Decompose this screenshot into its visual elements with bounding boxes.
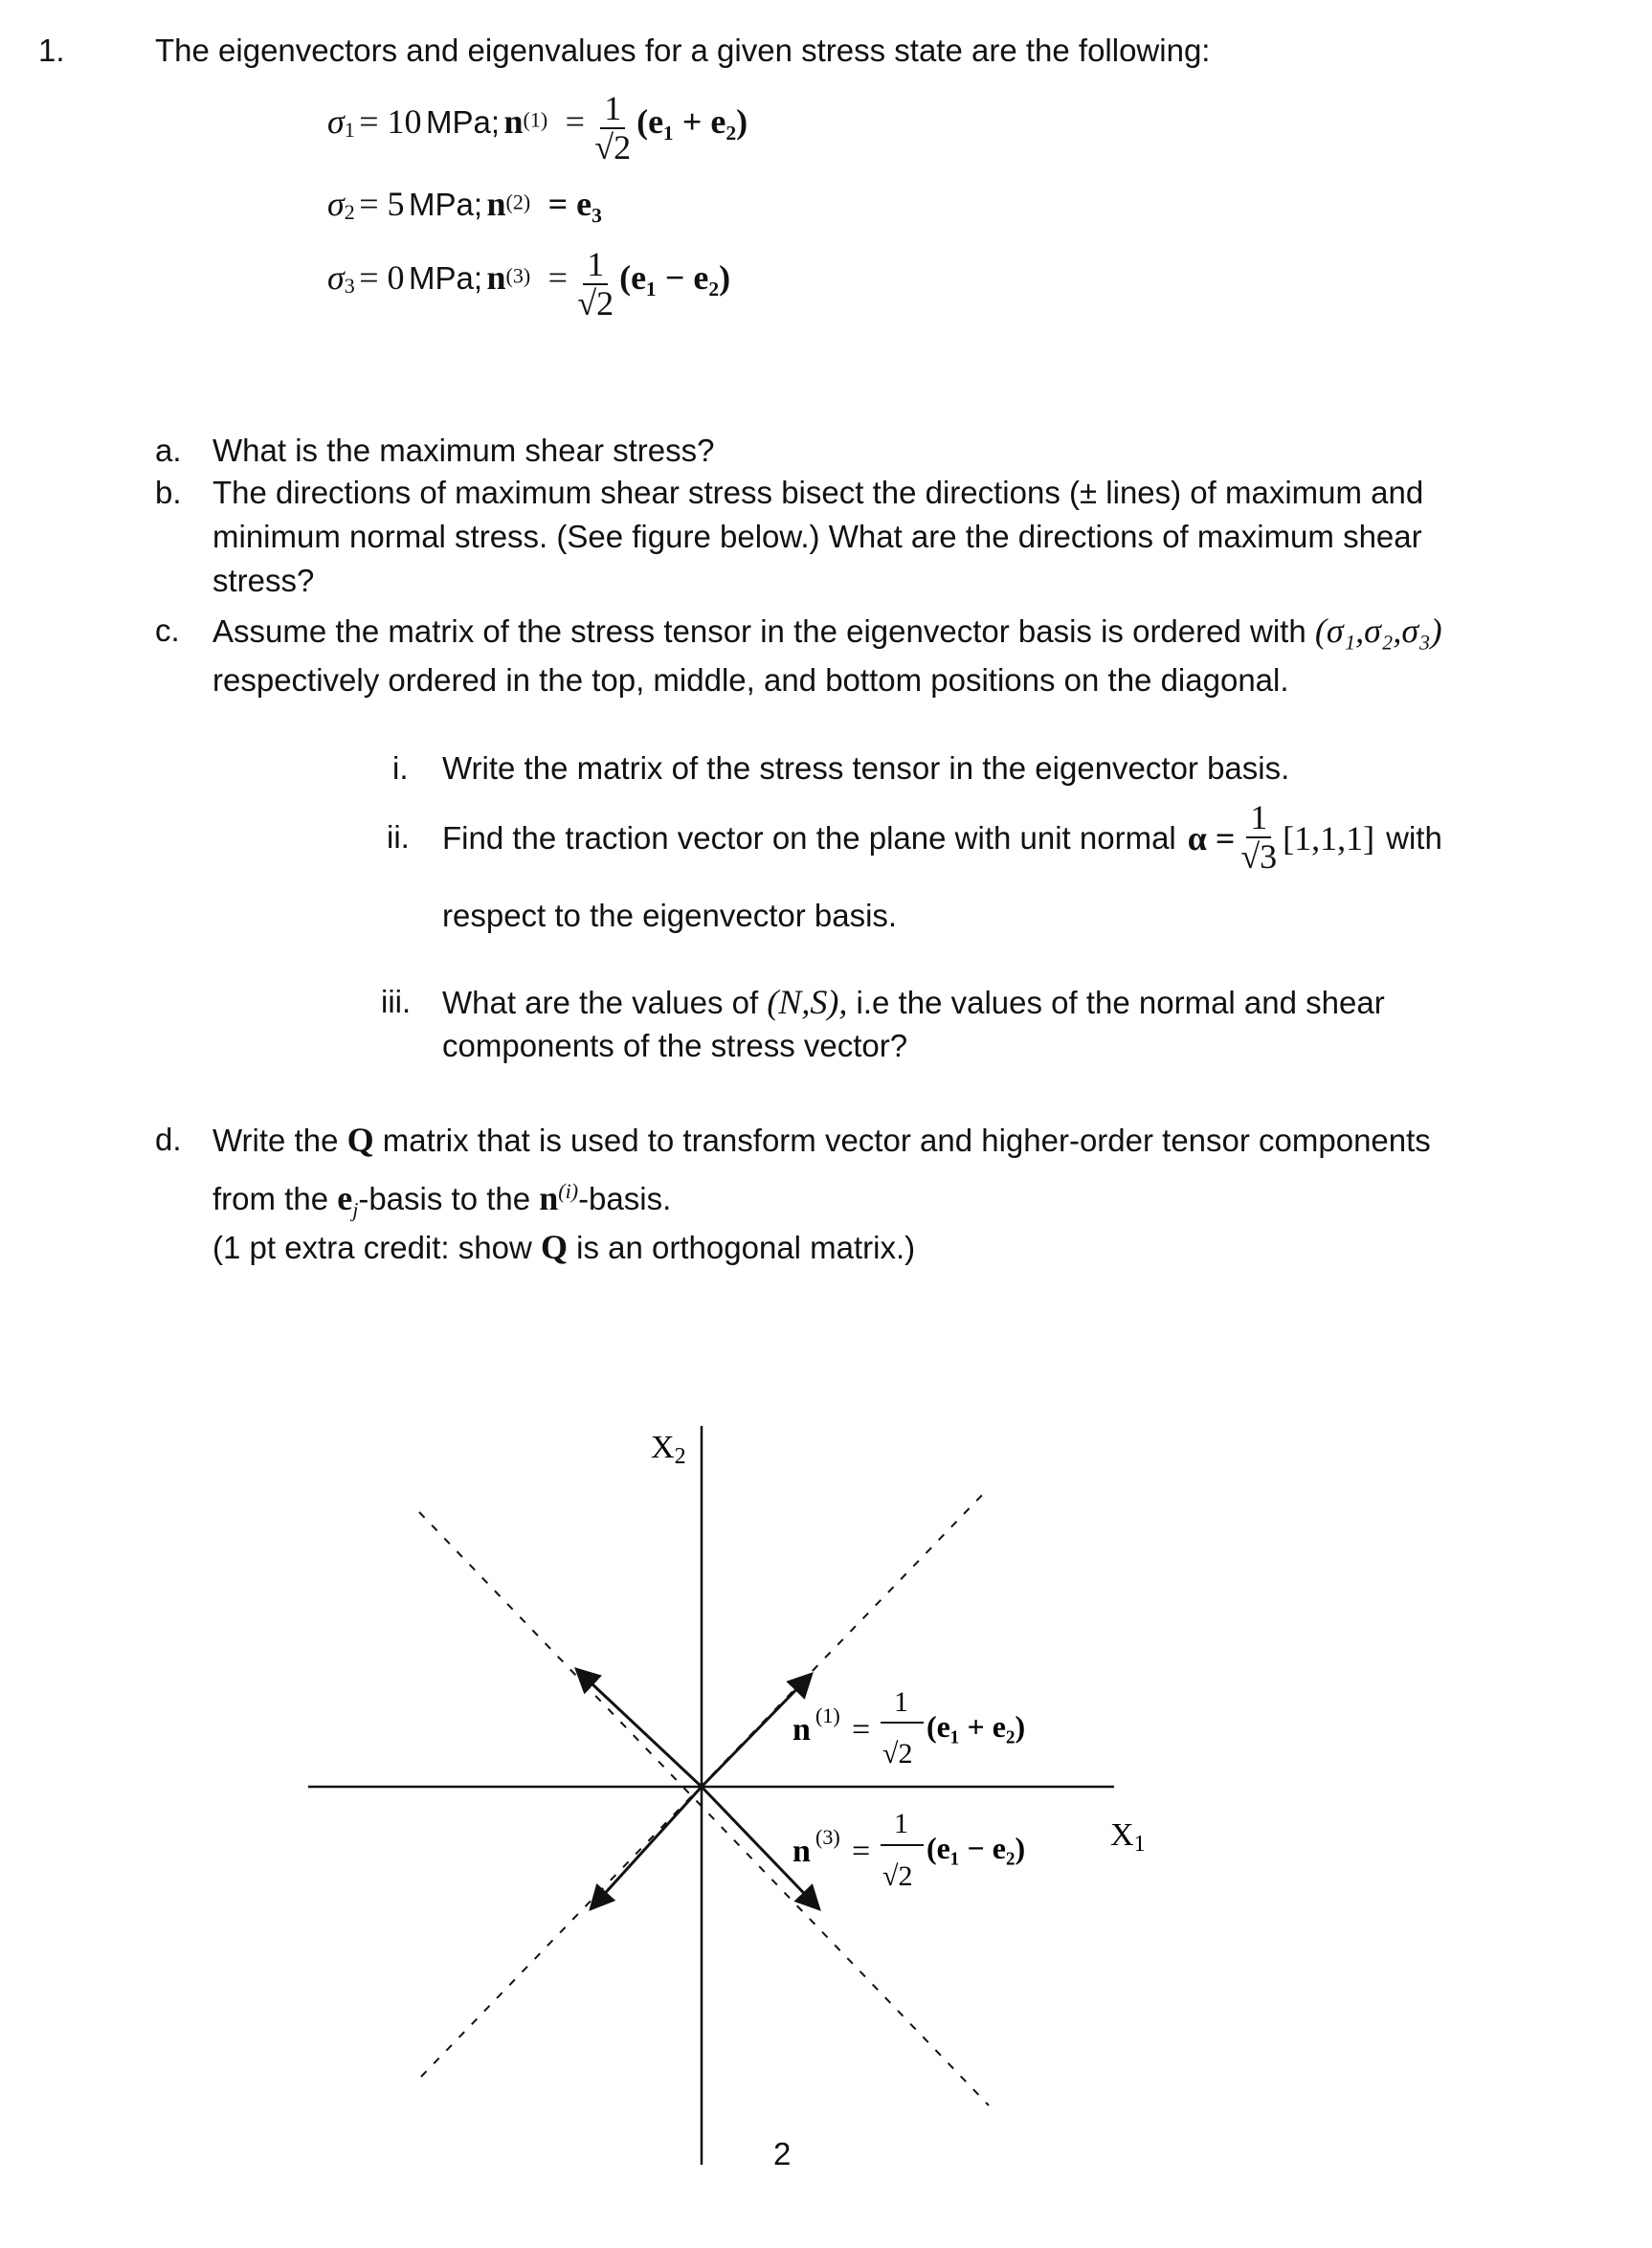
sigma-unit: MPa; bbox=[425, 103, 501, 140]
sigma-sub: 3 bbox=[344, 274, 355, 299]
part-b-line1: The directions of maximum shear stress bisect the directions (± lines) of maximum and bbox=[212, 475, 1424, 510]
part-d-extra-post: is an orthogonal matrix.) bbox=[576, 1230, 916, 1265]
e-symbol: e bbox=[337, 1179, 353, 1217]
part-c-i-text: Write the matrix of the stress tensor in the eigenvector basis. bbox=[442, 750, 1290, 786]
n1-den: √2 bbox=[882, 1738, 913, 1769]
part-c-label: c. bbox=[155, 612, 180, 648]
frac-den: √2 bbox=[594, 127, 632, 167]
frac-num: 1 bbox=[600, 91, 625, 129]
n-symbol: n bbox=[503, 101, 524, 141]
q-symbol: Q bbox=[346, 1121, 374, 1159]
n1-sup: (1) bbox=[815, 1703, 840, 1727]
n1-symbol: n bbox=[793, 1712, 811, 1747]
part-a-label: a. bbox=[155, 433, 182, 468]
sigma-symbol: σ bbox=[327, 101, 345, 141]
part-c-ii-line2: respect to the eigenvector basis. bbox=[442, 898, 898, 933]
sigma-symbol: σ bbox=[327, 257, 345, 297]
n3-den: √2 bbox=[882, 1860, 913, 1892]
part-b-label: b. bbox=[155, 475, 182, 510]
equals: = bbox=[565, 101, 585, 141]
part-b-line3: stress? bbox=[212, 563, 315, 598]
part-a-text: What is the maximum shear stress? bbox=[212, 433, 715, 468]
frac-den: √3 bbox=[1240, 837, 1278, 877]
part-c-iii-pre: What are the values of bbox=[442, 985, 759, 1020]
n-sup: (1) bbox=[523, 107, 548, 132]
part-d-post: matrix that is used to transform vector and higher-order tensor components bbox=[382, 1123, 1431, 1158]
n-symbol: n bbox=[486, 185, 506, 223]
problem-intro: The eigenvectors and eigenvalues for a given stress state are the following: bbox=[155, 33, 1211, 68]
n3-expr: (e₁ − e₂) bbox=[926, 1831, 1026, 1865]
part-c-iii-post: i.e the values of the normal and shear bbox=[856, 985, 1385, 1020]
sigma-value: = 0 bbox=[359, 257, 405, 297]
unit-vector: [1,1,1] bbox=[1283, 819, 1375, 857]
sigma-value: = 10 bbox=[359, 101, 422, 141]
part-d-label: d. bbox=[155, 1122, 182, 1157]
part-d-line2-pre: from the bbox=[212, 1181, 329, 1216]
equals-e3: = e₃ bbox=[547, 185, 602, 223]
sigma-unit: MPa; bbox=[408, 259, 483, 296]
n-sup: (i) bbox=[558, 1179, 579, 1203]
n1-annotation bbox=[793, 1686, 1025, 1769]
part-c-iii-line2: components of the stress vector? bbox=[442, 1028, 908, 1063]
x2-label bbox=[651, 1430, 686, 1469]
part-d-pre: Write the bbox=[212, 1123, 339, 1158]
x1-label bbox=[1110, 1817, 1146, 1857]
part-c-iii-label: iii. bbox=[381, 984, 412, 1019]
n3-annotation bbox=[793, 1808, 1025, 1892]
x2-sub: 2 bbox=[674, 1444, 686, 1469]
sigma-tuple: (σ₁,σ₂,σ₃) bbox=[1314, 612, 1442, 650]
sigma-symbol: σ bbox=[327, 185, 345, 223]
ns-symbol: (N,S), bbox=[767, 983, 848, 1021]
x1-sub: 1 bbox=[1133, 1832, 1146, 1857]
part-c-line2: respectively ordered in the top, middle, and bottom positions on the diagonal. bbox=[212, 662, 1289, 698]
problem-number: 1. bbox=[38, 33, 65, 68]
vector-expr: (e₁ − e₂) bbox=[619, 257, 731, 297]
part-c-line1-text: Assume the matrix of the stress tensor in the eigenvector basis is ordered with bbox=[212, 613, 1306, 649]
n-sup: (2) bbox=[505, 189, 531, 214]
n3-sup: (3) bbox=[815, 1825, 840, 1849]
sigma-sub: 1 bbox=[344, 118, 355, 143]
n3-equals: = bbox=[852, 1834, 871, 1869]
sigma-sub: 2 bbox=[344, 200, 355, 225]
part-b-line2: minimum normal stress. (See figure below.) What are the directions of maximum shear bbox=[212, 519, 1422, 554]
arrow-upper-left bbox=[576, 1669, 702, 1787]
vector-expr: (e₁ + e₂) bbox=[636, 101, 748, 141]
part-c-ii-text: Find the traction vector on the plane with unit normal bbox=[442, 820, 1176, 856]
n1-num: 1 bbox=[894, 1686, 908, 1718]
frac-num: 1 bbox=[583, 247, 608, 285]
n-sup: (3) bbox=[505, 263, 531, 288]
e-sub: j bbox=[352, 1197, 359, 1222]
n-symbol: n bbox=[486, 257, 506, 297]
alpha-symbol: α = bbox=[1187, 819, 1236, 857]
sigma-unit: MPa; bbox=[408, 187, 483, 222]
part-c-i-label: i. bbox=[392, 750, 409, 786]
arrow-lower-left bbox=[591, 1787, 702, 1909]
part-d-line2-post: -basis. bbox=[578, 1181, 672, 1216]
equals: = bbox=[547, 257, 568, 297]
n3-num: 1 bbox=[894, 1808, 908, 1839]
page-number: 2 bbox=[773, 2136, 792, 2171]
n-symbol: n bbox=[539, 1179, 559, 1217]
x1-letter: X bbox=[1110, 1817, 1134, 1853]
n1-equals: = bbox=[852, 1712, 871, 1747]
x2-letter: X bbox=[651, 1430, 675, 1465]
sigma-value: = 5 bbox=[359, 185, 405, 223]
part-d-extra-pre: (1 pt extra credit: show bbox=[212, 1230, 532, 1265]
n3-symbol: n bbox=[793, 1834, 811, 1869]
frac-num: 1 bbox=[1246, 800, 1271, 838]
with-word: with bbox=[1386, 820, 1442, 856]
n1-expr: (e₁ + e₂) bbox=[926, 1709, 1026, 1744]
part-c-ii-label: ii. bbox=[387, 819, 410, 855]
q-symbol: Q bbox=[540, 1228, 568, 1266]
frac-den: √2 bbox=[577, 283, 614, 323]
part-d-line2-mid: -basis to the bbox=[358, 1181, 531, 1216]
